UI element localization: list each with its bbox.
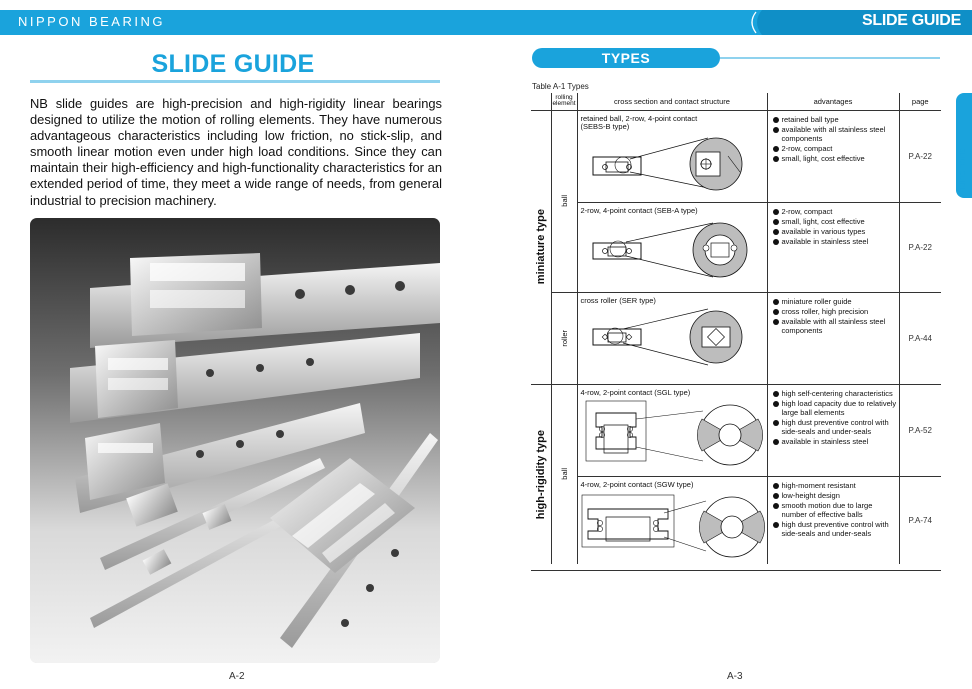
advantage-item: smooth motion due to large number of effective balls: [772, 501, 899, 519]
group-miniature-label: miniature type: [534, 209, 547, 285]
row-title: cross roller (SER type): [580, 295, 656, 305]
element-roller-cell: [551, 292, 577, 384]
table-row: [531, 292, 941, 384]
element-ball2-label: ball: [559, 468, 569, 481]
advantages-list: [768, 293, 899, 335]
element-ball2-cell: [551, 384, 577, 564]
advantage-item: low-height design: [772, 491, 899, 500]
advantage-item: high dust preventive control with side-seals and under-seals: [772, 520, 899, 538]
advantage-item: available in various types: [772, 227, 899, 236]
advantages-cell: [767, 202, 899, 292]
table-row: [531, 110, 941, 202]
table-row: [531, 384, 941, 476]
advantage-item: available in stainless steel: [772, 437, 899, 446]
page-ref: P.A-52: [899, 384, 941, 476]
table-bottom-rule: [531, 570, 941, 571]
table-row: [531, 476, 941, 564]
advantages-list: [768, 111, 899, 163]
group-high-rigidity-label: high-rigidity type: [534, 429, 547, 519]
types-heading-rule: [720, 57, 940, 59]
sgl-cross-section-figure: [578, 397, 768, 469]
advantage-item: available with all stainless steel components: [772, 317, 899, 335]
advantage-item: retained ball type: [772, 115, 899, 124]
advantage-item: high-moment resistant: [772, 481, 899, 490]
header-cross-section: cross section and contact structure: [577, 93, 767, 110]
types-table: [531, 93, 941, 564]
side-index-label: SLIDE GUIDE: [958, 148, 965, 193]
title-underline: [30, 80, 440, 83]
advantages-list: [768, 477, 899, 538]
advantages-cell: [767, 110, 899, 202]
advantage-item: small, light, cost effective: [772, 217, 899, 226]
sebs-b-cross-section-figure: [578, 132, 768, 192]
sgw-cross-section-figure: [578, 489, 768, 561]
row-title: 4-row, 2-point contact (SGL type): [580, 387, 691, 397]
table-header-row: [531, 93, 941, 110]
group-miniature-cell: [531, 110, 551, 384]
advantage-item: cross roller, high precision: [772, 307, 899, 316]
right-page-number: A-3: [727, 671, 743, 682]
row-title: 2-row, 4-point contact (SEB-A type): [580, 205, 698, 215]
advantage-item: high load capacity due to relatively large ball elements: [772, 399, 899, 417]
row-title: retained ball, 2-row, 4-point contact (SEBS-B type): [580, 113, 698, 131]
cross-section-cell: [577, 110, 767, 202]
advantage-item: small, light, cost effective: [772, 154, 899, 163]
intro-paragraph: NB slide guides are high-precision and high-rigidity linear bearings designed to utilize the motion of rolling elements. They have numerous advantageous characteristics including low friction, no stick-slip, and smooth linear motion even under high load conditions. Since they can maintain their high-efficiency and high-functionality characteristics for an extended period of time, they meet a wide range of needs, from general industrial to precision machinery.: [30, 96, 442, 208]
cross-section-cell: [577, 476, 767, 564]
header-page: page: [899, 93, 941, 110]
cross-section-cell: [577, 202, 767, 292]
header-advantages: advantages: [767, 93, 899, 110]
advantages-cell: [767, 292, 899, 384]
row-title: 4-row, 2-point contact (SGW type): [580, 479, 694, 489]
header-rolling-element: [551, 93, 577, 110]
ser-cross-section-figure: [578, 305, 768, 375]
header-rolling-line2: element: [552, 100, 576, 108]
page-ref: P.A-74: [899, 476, 941, 564]
brand-name: NIPPON BEARING: [18, 14, 165, 29]
advantage-item: miniature roller guide: [772, 297, 899, 306]
advantage-item: high self-centering characteristics: [772, 389, 899, 398]
element-ball-cell: [551, 110, 577, 292]
element-ball-label: ball: [559, 195, 569, 207]
header-rolling-line1: rolling: [555, 93, 573, 101]
header-blank: [531, 93, 551, 110]
advantage-item: high dust preventive control with side-seals and under-seals: [772, 418, 899, 436]
advantage-item: 2-row, compact: [772, 207, 899, 216]
table-row: [531, 202, 941, 292]
left-page-number: A-2: [229, 671, 245, 682]
page-ref: P.A-22: [899, 202, 941, 292]
product-photo: [30, 218, 440, 663]
seb-a-cross-section-figure: [578, 215, 768, 285]
page-title: SLIDE GUIDE: [151, 50, 315, 78]
element-roller-label: roller: [559, 329, 569, 347]
section-tab-label: SLIDE GUIDE: [862, 12, 961, 29]
page-ref: P.A-44: [899, 292, 941, 384]
advantage-item: 2-row, compact: [772, 144, 899, 153]
group-high-rigidity-cell: [531, 384, 551, 564]
advantage-item: available in stainless steel: [772, 237, 899, 246]
advantage-item: available with all stainless steel components: [772, 125, 899, 143]
table-caption: Table A-1 Types: [532, 82, 589, 91]
types-heading: TYPES: [532, 48, 720, 68]
advantages-list: [768, 385, 899, 446]
advantages-cell: [767, 384, 899, 476]
cross-section-cell: [577, 384, 767, 476]
cross-section-cell: [577, 292, 767, 384]
advantages-list: [768, 203, 899, 246]
page-ref: P.A-22: [899, 110, 941, 202]
advantages-cell: [767, 476, 899, 564]
